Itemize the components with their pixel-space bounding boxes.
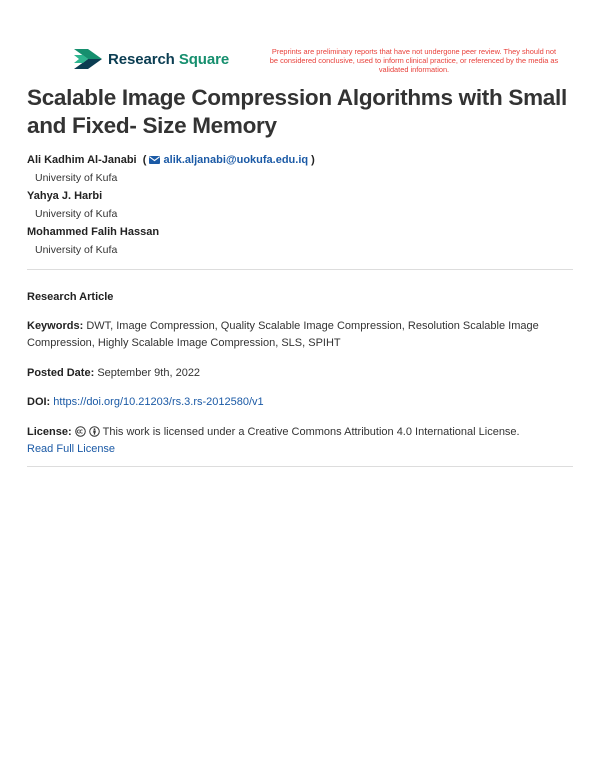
doi	[27, 394, 573, 411]
logo-word-square: Square	[178, 50, 230, 68]
author-affiliation: University of Kufa	[35, 208, 118, 220]
author-name: Yahya J. Harbi	[27, 190, 103, 202]
posted-date	[27, 365, 573, 382]
header	[72, 47, 582, 81]
preprint-disclaimer: Preprints are preliminary reports that have not undergone peer review. They should not be considered conclusive, used to inform clinical practice, or referenced by the media as validated information.	[269, 47, 559, 74]
author-list	[27, 153, 587, 261]
research-square-logo-icon	[72, 48, 104, 70]
research-square-logo[interactable]	[72, 48, 229, 70]
article-type	[27, 289, 573, 306]
author-email-group: ( alik.aljanabi@uokufa.edu.iq )	[139, 154, 315, 166]
author-affiliation: University of Kufa	[35, 244, 118, 256]
doi-link[interactable]: https://doi.org/10.21203/rs.3.rs-2012580/v1	[53, 396, 264, 408]
doi-label: DOI:	[27, 396, 51, 408]
paper-title: Scalable Image Compression Algorithms with Small and Fixed- Size Memory	[27, 85, 567, 138]
author-name: Mohammed Falih Hassan	[27, 226, 160, 238]
keywords	[27, 318, 573, 352]
license	[27, 424, 573, 458]
author-name	[27, 153, 587, 171]
logo-word-research: Research	[108, 50, 175, 68]
author-1-name: Ali Kadhim Al-Janabi	[27, 154, 137, 166]
license-text: This work is licensed under a Creative Commons Attribution 4.0 International License.	[102, 426, 520, 438]
read-full-license-link[interactable]: Read Full License	[27, 443, 116, 455]
divider	[27, 466, 573, 467]
author-affiliation: University of Kufa	[35, 172, 118, 184]
posted-date-value: September 9th, 2022	[97, 367, 201, 379]
envelope-icon	[149, 156, 160, 164]
keywords-label: Keywords:	[27, 320, 84, 332]
logo-text	[108, 51, 229, 68]
license-label: License:	[27, 426, 72, 438]
attribution-icon	[89, 426, 100, 437]
posted-date-label: Posted Date:	[27, 367, 95, 379]
author-email-link[interactable]: alik.aljanabi@uokufa.edu.iq	[163, 154, 309, 166]
divider	[27, 269, 573, 270]
creative-commons-icon	[75, 426, 86, 437]
keywords-value: DWT, Image Compression, Quality Scalable Image Compression, Resolution Scalable Image Compression, Highly Scalable Image Compression, SLS, SPIHT	[27, 320, 539, 349]
article-type-label: Research Article	[27, 291, 114, 303]
